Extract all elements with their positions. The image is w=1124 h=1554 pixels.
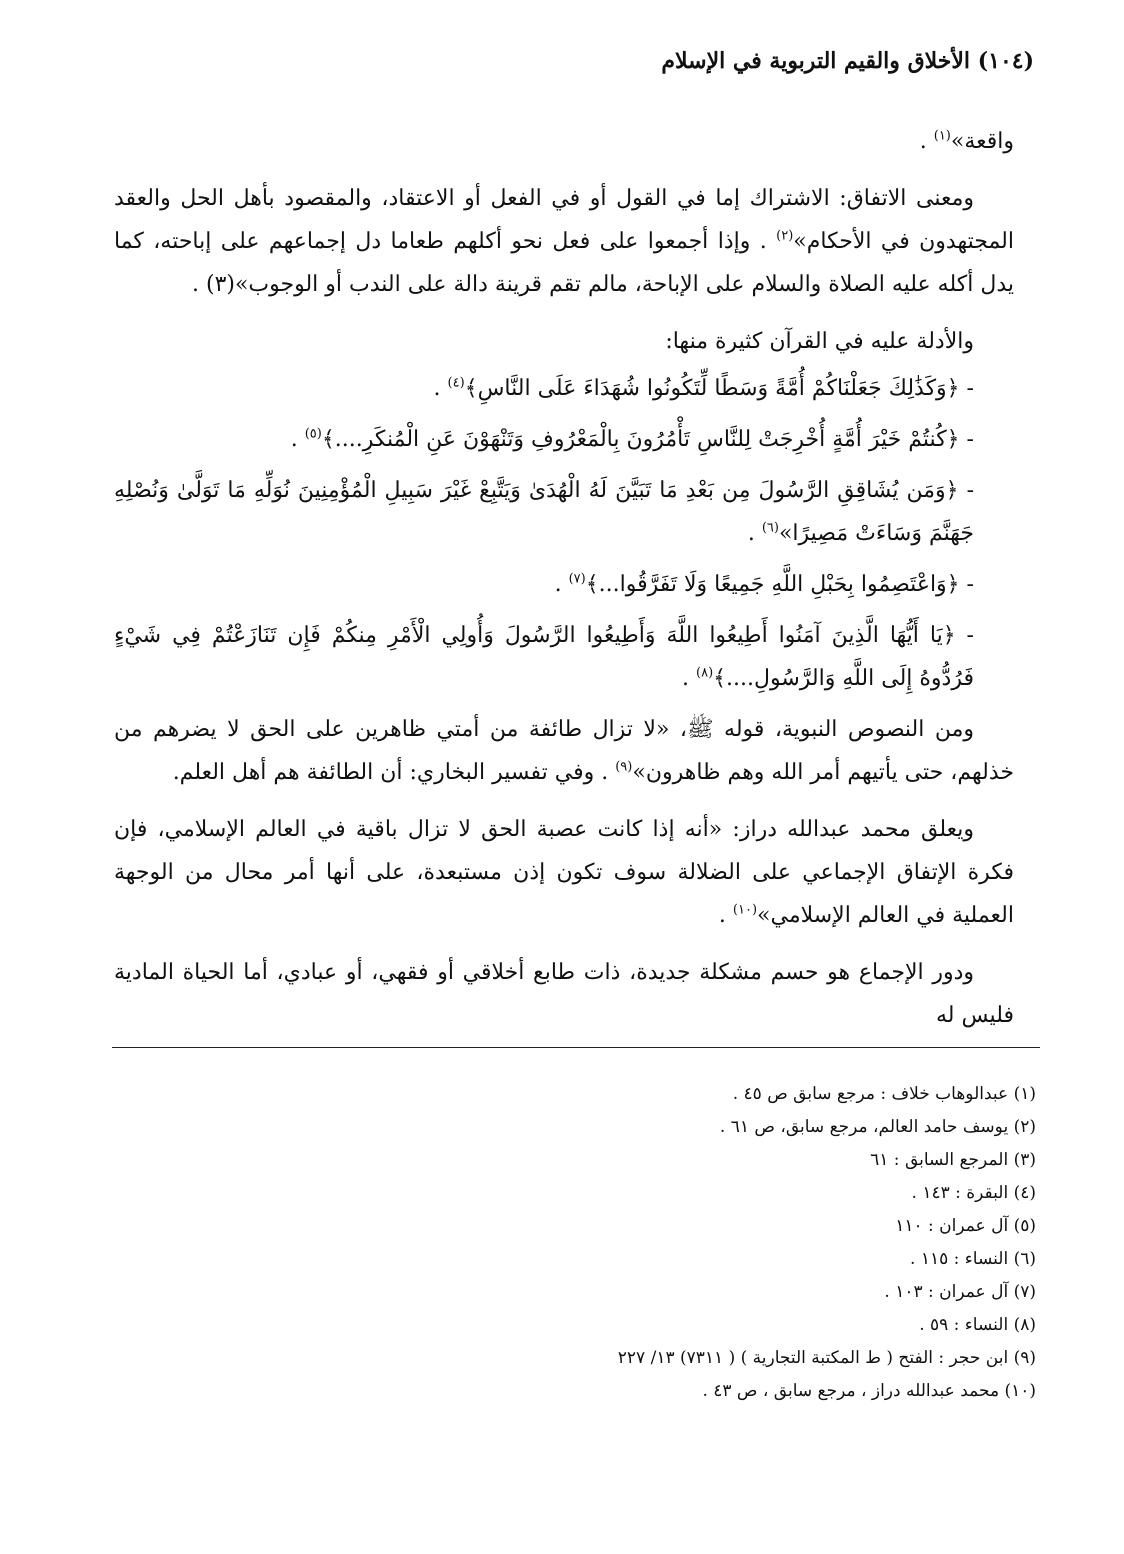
paragraph: ومن النصوص النبوية، قوله ﷺ، «لا تزال طائفة من أمتي ظاهرين على الحق لا يضرهم من خذلهم، حتى يأتيهم أمر الله وهم ظاهرون»$^{(٩)}$ . وفي تفسير البخاري: أن الطائفة هم أهل العلم.	[114, 717, 1014, 785]
footnote: (٨) النساء : ٥٩ .	[919, 1315, 1036, 1335]
paragraph: ومعنى الاتفاق: الاشتراك إما في القول أو في الفعل أو الاعتقاد، والمقصود بأهل الحل والعقد المجتهدون في الأحكام»$^{(٢)}$ . وإذا أجمعوا على فعل نحو أكلهم طعاما دل إجماعهم على إباحته، كما يدل أكله عليه الصلاة والسلام على الإباحة، مالم تقم قرينة دالة على الندب أو الوجوب»(٣) .	[114, 186, 1014, 297]
footnotes-list	[136, 1078, 1036, 1408]
footnote: (٩) ابن حجر : الفتح ( ط المكتبة التجارية ) ( ٧٣١١) ١٣/ ٢٢٧	[617, 1348, 1036, 1368]
quran-verse: - ﴿يَا أَيُّهَا الَّذِينَ آمَنُوا أَطِيعُوا اللَّهَ وَأَطِيعُوا الرَّسُولَ وَأُولِي الْأَمْرِ مِنكُمْ فَإِن تَنَازَعْتُمْ فِي شَيْءٍ فَرُدُّوهُ إِلَى اللَّهِ وَالرَّسُولِ....﴾$^{(٨)}$ .	[114, 623, 974, 691]
footnote: (١) عبدالوهاب خلاف : مرجع سابق ص ٤٥ .	[732, 1084, 1036, 1104]
paragraph: والأدلة عليه في القرآن كثيرة منها:	[665, 329, 974, 354]
book-title: الأخلاق والقيم التربوية في الإسلام	[661, 48, 971, 74]
footnote: (٥) آل عمران : ١١٠	[895, 1216, 1036, 1236]
quran-verse: - ﴿وَكَذَٰلِكَ جَعَلْنَاكُمْ أُمَّةً وَسَطًا لِّتَكُونُوا شُهَدَاءَ عَلَى النَّاسِ﴾$^{(٤)}$ .	[433, 375, 974, 401]
footnote-ref: (٦)	[761, 520, 779, 536]
footnote: (٤) البقرة : ١٤٣ .	[911, 1183, 1036, 1203]
quran-verse: - ﴿وَمَن يُشَاقِقِ الرَّسُولَ مِن بَعْدِ مَا تَبَيَّنَ لَهُ الْهُدَىٰ وَيَتَّبِعْ غَيْرَ سَبِيلِ الْمُؤْمِنِينَ نُوَلِّهِ مَا تَوَلَّىٰ وَنُصْلِهِ جَهَنَّمَ وَسَاءَتْ مَصِيرًا»$^{(٦)}$ .	[114, 478, 974, 546]
quran-verse: - ﴿كُنتُمْ خَيْرَ أُمَّةٍ أُخْرِجَتْ لِلنَّاسِ تَأْمُرُونَ بِالْمَعْرُوفِ وَتَنْهَوْنَ عَنِ الْمُنكَرِ....﴾$^{(٥)}$ .	[290, 426, 974, 452]
footnote-ref: (١٠)	[732, 902, 758, 918]
footnote-ref: (٥)	[304, 426, 322, 442]
paragraph: ويعلق محمد عبدالله دراز: «أنه إذا كانت عصبة الحق لا تزال باقية في العالم الإسلامي، فإن فكرة الإتفاق الإجماعي على الضلالة سوف تكون إذن مستبعدة، على أنها أمر محال من الوجهة العملية في العالم الإسلامي»$^{(١٠)}$ .	[114, 817, 1014, 928]
running-header	[661, 48, 1034, 74]
footnote-ref: (٢)	[776, 228, 794, 244]
footnote-ref: (٩)	[615, 759, 633, 775]
footnote: (٣) المرجع السابق : ٦١	[870, 1150, 1036, 1170]
footnote-ref: (٤)	[447, 375, 465, 391]
main-text	[114, 120, 1014, 1051]
paragraph: واقعة»$^{(١)}$ .	[919, 128, 1014, 154]
footnote-ref: (١)	[933, 128, 951, 144]
footnote-ref: (٧)	[568, 571, 586, 587]
footnote: (١٠) محمد عبدالله دراز ، مرجع سابق ، ص ٤٣ .	[702, 1381, 1036, 1401]
page-number: (١٠٤)	[977, 48, 1034, 74]
footnote: (٢) يوسف حامد العالم، مرجع سابق، ص ٦١ .	[719, 1117, 1036, 1137]
quran-verse: - ﴿وَاعْتَصِمُوا بِحَبْلِ اللَّهِ جَمِيعًا وَلَا تَفَرَّقُوا...﴾$^{(٧)}$ .	[554, 571, 974, 597]
footnote: (٦) النساء : ١١٥ .	[910, 1249, 1036, 1269]
paragraph: ودور الإجماع هو حسم مشكلة جديدة، ذات طابع أخلاقي أو فقهي، أو عبادي، أما الحياة المادية فليس له	[114, 960, 1014, 1028]
footnote-separator	[112, 1047, 1040, 1048]
footnote: (٧) آل عمران : ١٠٣ .	[884, 1282, 1036, 1302]
footnote-ref: (٨)	[696, 665, 714, 681]
